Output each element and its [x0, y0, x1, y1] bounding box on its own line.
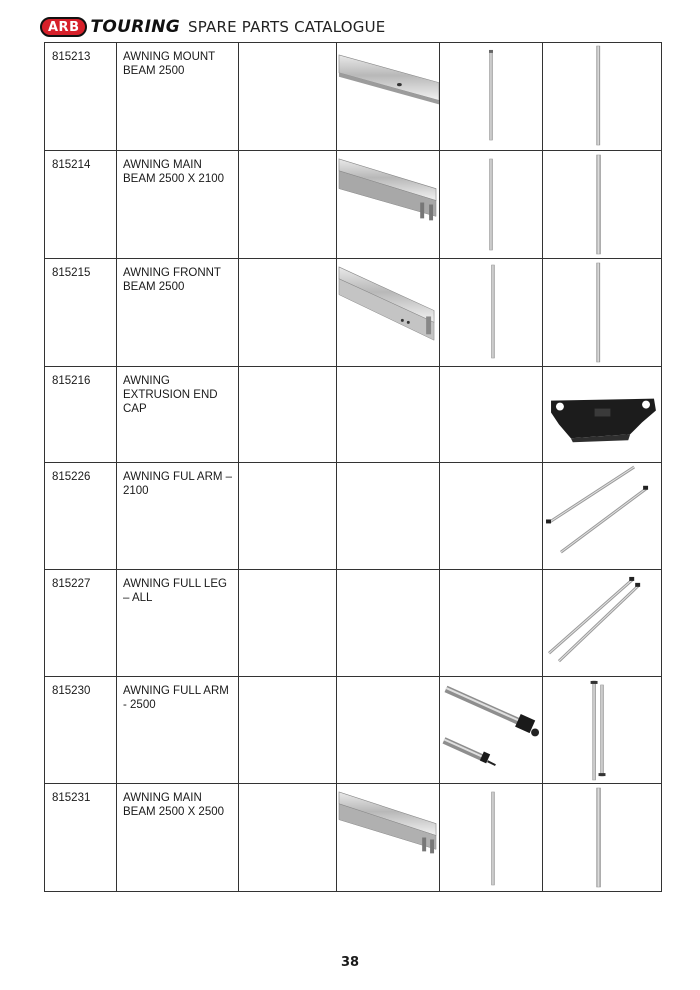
part-description: AWNING FULL ARM - 2500: [117, 677, 239, 784]
table-row: [45, 570, 662, 677]
empty-image-cell: [239, 43, 337, 151]
part-description: AWNING FRONNT BEAM 2500: [117, 259, 239, 367]
beam-photo: [337, 784, 440, 892]
part-description: AWNING MOUNT BEAM 2500: [117, 43, 239, 151]
touring-logo: TOURING: [90, 17, 181, 37]
empty-image-cell: [239, 259, 337, 367]
empty-image-cell: [440, 367, 543, 463]
parts-table: [44, 42, 662, 892]
table-row: [45, 43, 662, 151]
beam-side-photo: [543, 259, 662, 367]
part-code: 815216: [45, 367, 117, 463]
arm-photo: [543, 463, 662, 570]
page-number: 38: [340, 955, 360, 970]
empty-image-cell: [337, 677, 440, 784]
empty-image-cell: [239, 677, 337, 784]
catalogue-header: [40, 14, 385, 40]
arb-logo: ARB: [40, 17, 87, 37]
empty-image-cell: [239, 367, 337, 463]
table-row: [45, 677, 662, 784]
part-description: AWNING MAIN BEAM 2500 X 2100: [117, 151, 239, 259]
leg-photo: [543, 570, 662, 677]
table-row: [45, 784, 662, 892]
beam-side-photo: [440, 43, 543, 151]
beam-photo: [337, 151, 440, 259]
page-title: SPARE PARTS CATALOGUE: [188, 18, 386, 36]
empty-image-cell: [337, 570, 440, 677]
beam-photo: [337, 43, 440, 151]
empty-image-cell: [337, 463, 440, 570]
beam-side-photo: [543, 784, 662, 892]
table-row: [45, 151, 662, 259]
table-row: [45, 367, 662, 463]
part-code: 815213: [45, 43, 117, 151]
beam-side-photo: [543, 43, 662, 151]
beam-side-photo: [440, 151, 543, 259]
part-code: 815226: [45, 463, 117, 570]
part-code: 815227: [45, 570, 117, 677]
empty-image-cell: [239, 151, 337, 259]
empty-image-cell: [440, 463, 543, 570]
part-description: AWNING FUL ARM – 2100: [117, 463, 239, 570]
empty-image-cell: [239, 570, 337, 677]
beam-side-photo: [440, 259, 543, 367]
part-description: AWNING FULL LEG – ALL: [117, 570, 239, 677]
table-row: [45, 463, 662, 570]
beam-side-photo: [543, 151, 662, 259]
end-cap-photo: [543, 367, 662, 463]
empty-image-cell: [239, 784, 337, 892]
arm-detail-photo: [440, 677, 543, 784]
part-description: AWNING MAIN BEAM 2500 X 2500: [117, 784, 239, 892]
part-code: 815231: [45, 784, 117, 892]
beam-side-photo: [440, 784, 543, 892]
empty-image-cell: [440, 570, 543, 677]
arm-side-photo: [543, 677, 662, 784]
part-description: AWNING EXTRUSION END CAP: [117, 367, 239, 463]
empty-image-cell: [337, 367, 440, 463]
empty-image-cell: [239, 463, 337, 570]
part-code: 815215: [45, 259, 117, 367]
beam-photo: [337, 259, 440, 367]
part-code: 815230: [45, 677, 117, 784]
table-row: [45, 259, 662, 367]
part-code: 815214: [45, 151, 117, 259]
